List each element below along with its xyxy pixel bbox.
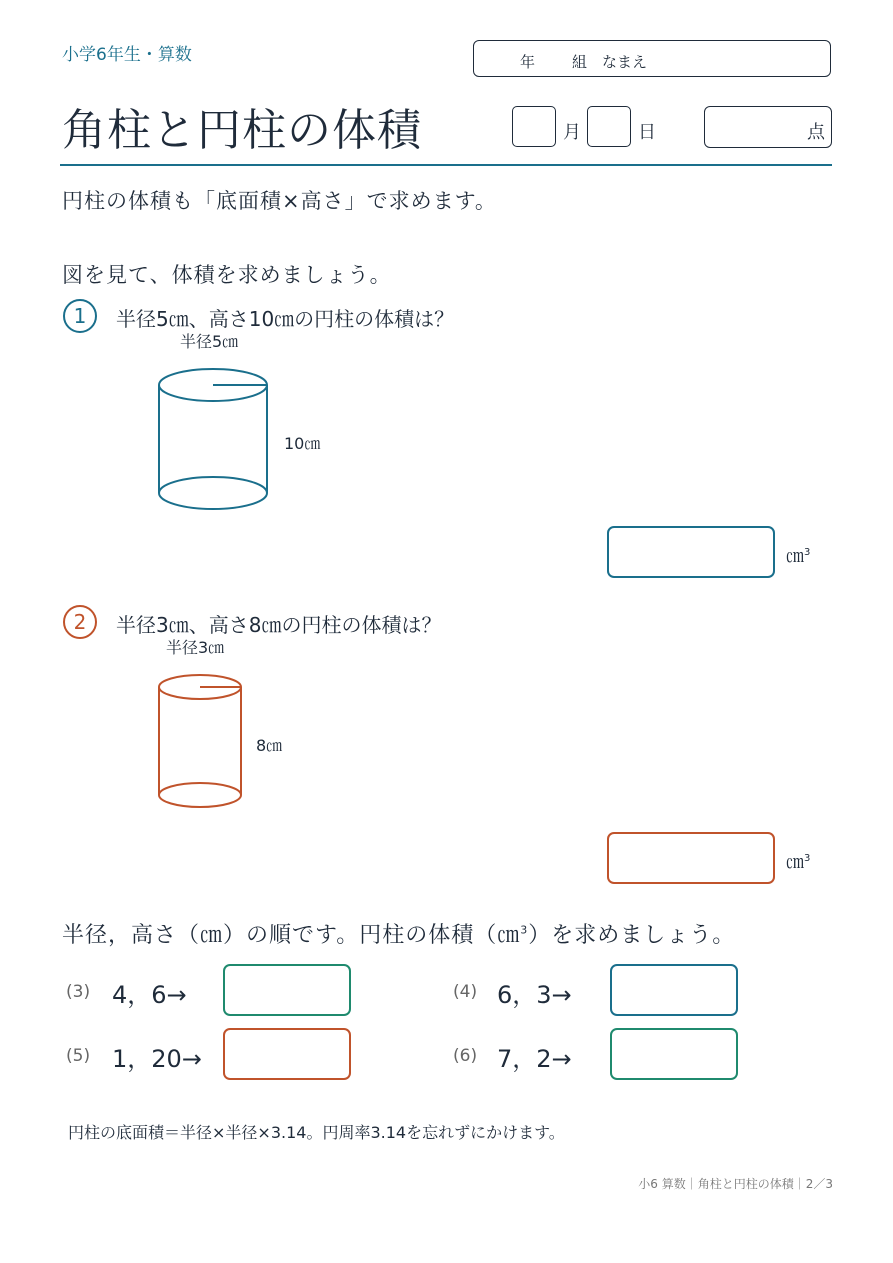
month-label: 月 bbox=[563, 122, 581, 143]
page-title: 角柱と円柱の体積 bbox=[62, 105, 422, 156]
day-field[interactable] bbox=[587, 106, 631, 147]
cylinder-diagram-1 bbox=[150, 360, 280, 520]
problem-2-radius-label: 半径3㎝ bbox=[166, 638, 225, 657]
instruction-text: 図を見て、体積を求めましょう。 bbox=[62, 263, 392, 287]
problem-1-answer-box[interactable] bbox=[607, 526, 775, 578]
day-label: 日 bbox=[638, 122, 656, 143]
problem-1-height-label: 10㎝ bbox=[284, 434, 321, 453]
drill-number-3: (3) bbox=[66, 982, 91, 1002]
score-label: 点 bbox=[807, 122, 825, 143]
drill-question-6: 7，2→ bbox=[497, 1045, 572, 1073]
problem-2-height-label: 8㎝ bbox=[256, 736, 283, 755]
problem-number-2: 2 bbox=[63, 605, 97, 639]
problem-number-1: 1 bbox=[63, 299, 97, 333]
problem-1-question: 半径5㎝、高さ10㎝の円柱の体積は？ bbox=[116, 307, 455, 331]
problem-2-question: 半径3㎝、高さ8㎝の円柱の体積は？ bbox=[116, 613, 442, 637]
drill-answer-box-4[interactable] bbox=[610, 964, 738, 1016]
drill-number-6: (6) bbox=[453, 1046, 478, 1066]
drill-number-5: (5) bbox=[66, 1046, 91, 1066]
month-field[interactable] bbox=[512, 106, 556, 147]
problem-1-unit: ㎝$^3$ bbox=[786, 546, 811, 567]
header-divider bbox=[60, 164, 832, 166]
drill-question-3: 4，6→ bbox=[112, 981, 187, 1009]
page-footer: 小6 算数｜角柱と円柱の体積｜2／3 bbox=[638, 1177, 833, 1191]
drill-question-4: 6，3→ bbox=[497, 981, 572, 1009]
drill-answer-box-3[interactable] bbox=[223, 964, 351, 1016]
drill-answer-box-6[interactable] bbox=[610, 1028, 738, 1080]
problem-2-answer-box[interactable] bbox=[607, 832, 775, 884]
formula-note: 円柱の底面積＝半径×半径×3.14。円周率3.14を忘れずにかけます。 bbox=[68, 1123, 565, 1142]
year-label: 年 bbox=[520, 53, 536, 71]
problem-1-radius-label: 半径5㎝ bbox=[180, 332, 239, 351]
score-field[interactable] bbox=[704, 106, 832, 148]
problem-2-unit: ㎝$^3$ bbox=[786, 852, 811, 873]
name-field[interactable] bbox=[473, 40, 831, 77]
grade-subject: 小学6年生・算数 bbox=[62, 45, 192, 65]
drill-number-4: (4) bbox=[453, 982, 478, 1002]
name-label: なまえ bbox=[602, 53, 648, 71]
section2-instruction: 半径，高さ（㎝）の順です。円柱の体積（㎝$^3$）を求めましょう。 bbox=[62, 923, 736, 948]
cylinder-diagram-2 bbox=[150, 670, 250, 810]
intro-text: 円柱の体積も「底面積×高さ」で求めます。 bbox=[62, 189, 497, 213]
class-label: 組 bbox=[572, 53, 588, 71]
drill-question-5: 1，20→ bbox=[112, 1045, 202, 1073]
drill-answer-box-5[interactable] bbox=[223, 1028, 351, 1080]
